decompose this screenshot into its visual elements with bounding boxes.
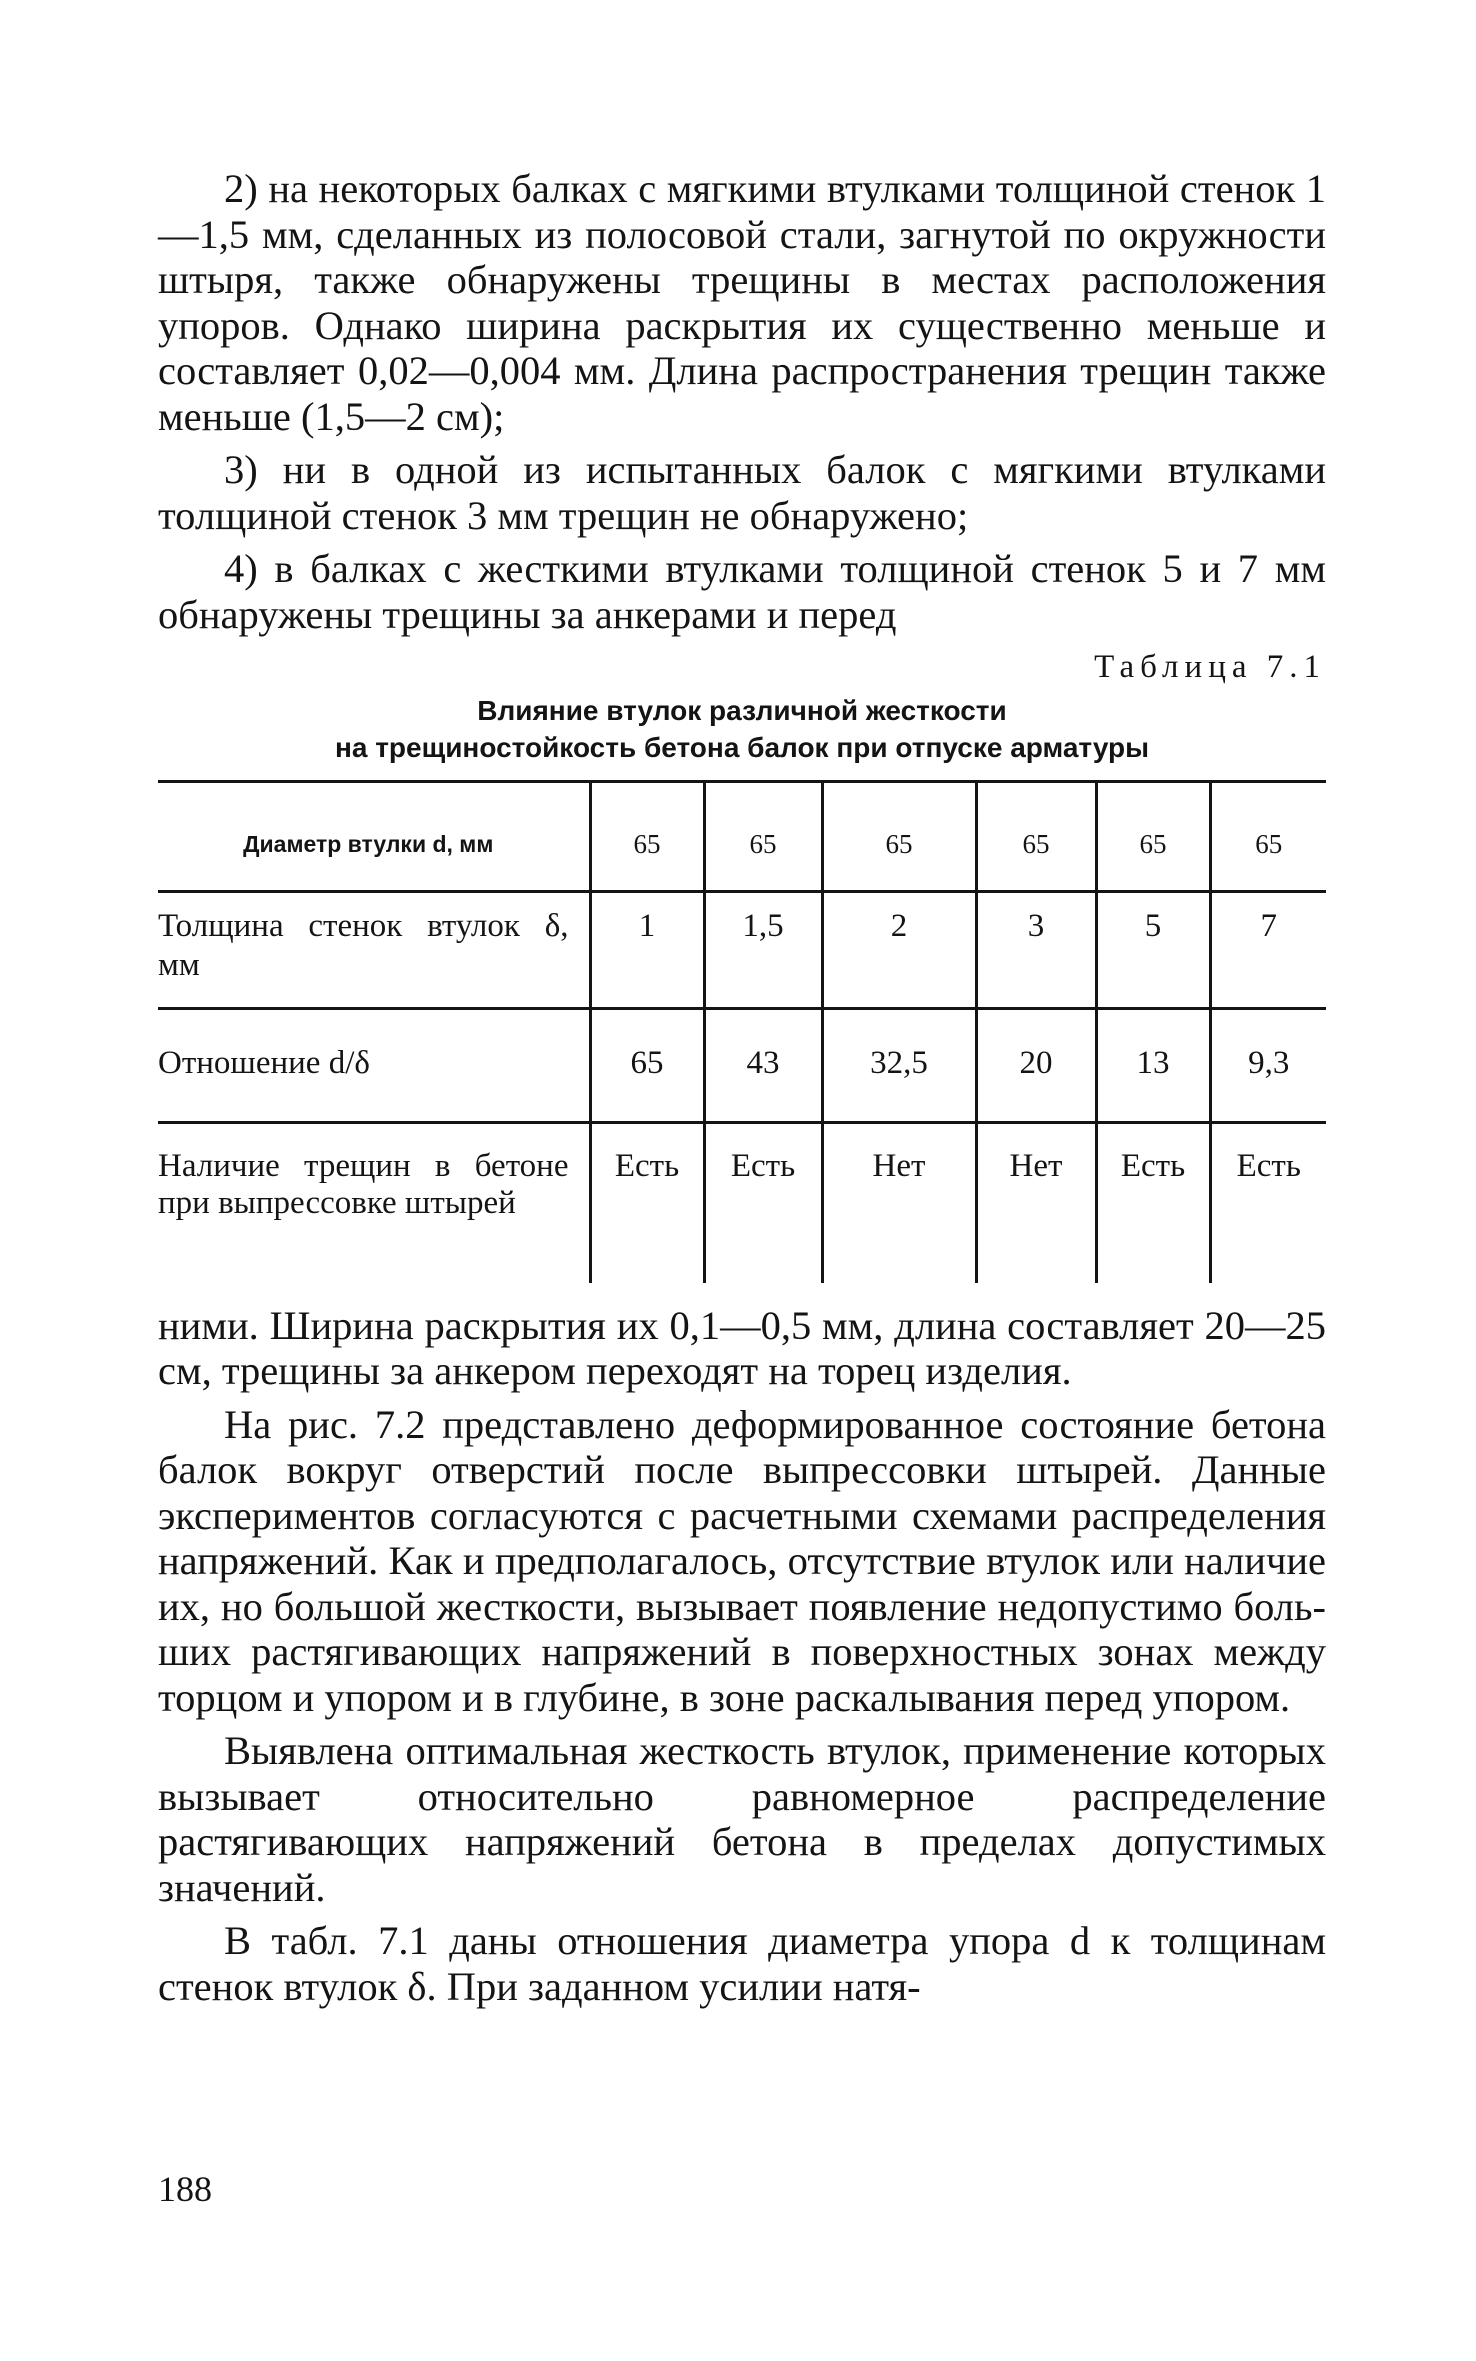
table-cell: 3 <box>976 892 1096 1009</box>
table-row <box>158 782 1326 892</box>
table-cell: 1,5 <box>704 892 822 1009</box>
table-cell: Есть <box>704 1123 822 1283</box>
table-cell: 65 <box>704 782 822 892</box>
table-row <box>158 892 1326 1009</box>
table-row <box>158 1123 1326 1283</box>
page-number: 188 <box>158 2169 212 2209</box>
table-cell: 65 <box>822 782 976 892</box>
table-cell: 43 <box>704 1009 822 1123</box>
table-cell: 5 <box>1096 892 1210 1009</box>
table-cell: 7 <box>1210 892 1326 1009</box>
table-cell: 65 <box>1210 782 1326 892</box>
table-cell: 65 <box>976 782 1096 892</box>
table-title-line-1: Влияние втулок различной жесткости <box>477 695 1007 726</box>
table-row <box>158 1009 1326 1123</box>
table-cell: Нет <box>976 1123 1096 1283</box>
table-cell: 2 <box>822 892 976 1009</box>
paragraph-item-4: 4) в балках с жесткими втулками толщиной стенок 5 и 7 мм обнаружены трещины за анкерами и перед <box>158 546 1326 637</box>
data-table <box>158 780 1326 1283</box>
table-cell: Нет <box>822 1123 976 1283</box>
paragraph: На рис. 7.2 представлено деформированное состояние бетона балок вокруг отверстий после выпрессовки штырей. Данные экспериментов согласуются с расчетными схемами распределения напряжений. Как и предполагалось, отсутствие втулок или наличие их, но большой жесткости, вызывает появление недопустимо больших растягивающих напряжений в поверхностных зонах между торцом и упором и в глубине, в зоне раскалывания перед упором. <box>158 1401 1326 1720</box>
paragraph-item-3: 3) ни в одной из испытанных балок с мягкими втулками толщиной стенок 3 мм трещин не обнаружено; <box>158 447 1326 538</box>
table-cell: 20 <box>976 1009 1096 1123</box>
row-label: Толщина стенок втулок δ, мм <box>158 892 590 1009</box>
table-cell: 65 <box>590 1009 704 1123</box>
paragraph: Выявлена оптимальная жесткость втулок, применение которых вызывает относительно равномерное распределение растягивающих напряжений бетона в пределах допустимых значений. <box>158 1728 1326 1910</box>
table-cell: Есть <box>590 1123 704 1283</box>
table-cell: Есть <box>1096 1123 1210 1283</box>
paragraph: В табл. 7.1 даны отношения диаметра упора d к толщинам стенок втулок δ. При заданном усилии натя- <box>158 1918 1326 2009</box>
table-title <box>158 692 1326 766</box>
table-cell: 65 <box>1096 782 1210 892</box>
paragraph-item-2: 2) на некоторых балках с мягкими втулками толщиной стенок 1—1,5 мм, сделанных из полосовой стали, загнутой по окружности штыря, также обнаружены трещины в местах расположения упоров. Однако ширина раскрытия их существенно меньше и составляет 0,02—0,004 мм. Длина распространения трещин также меньше (1,5—2 см); <box>158 166 1326 439</box>
table-cell: Есть <box>1210 1123 1326 1283</box>
row-label: Отношение d/δ <box>158 1009 590 1123</box>
table-title-line-2: на трещиностойкость бетона балок при отпуске арматуры <box>334 732 1150 763</box>
table-caption: Таблица 7.1 <box>1094 649 1326 685</box>
table-cell: 13 <box>1096 1009 1210 1123</box>
row-label: Наличие трещин в бетоне при выпрессовке штырей <box>158 1123 590 1283</box>
table-cell: 32,5 <box>822 1009 976 1123</box>
table-cell: 1 <box>590 892 704 1009</box>
table-cell: 65 <box>590 782 704 892</box>
row-label: Диаметр втулки d, мм <box>158 782 590 892</box>
paragraph-continuation: ними. Ширина раскрытия их 0,1—0,5 мм, длина составляет 20—25 см, трещины за анкером переходят на торец изделия. <box>158 1302 1326 1393</box>
table-cell: 9,3 <box>1210 1009 1326 1123</box>
page-body <box>158 166 1326 2009</box>
